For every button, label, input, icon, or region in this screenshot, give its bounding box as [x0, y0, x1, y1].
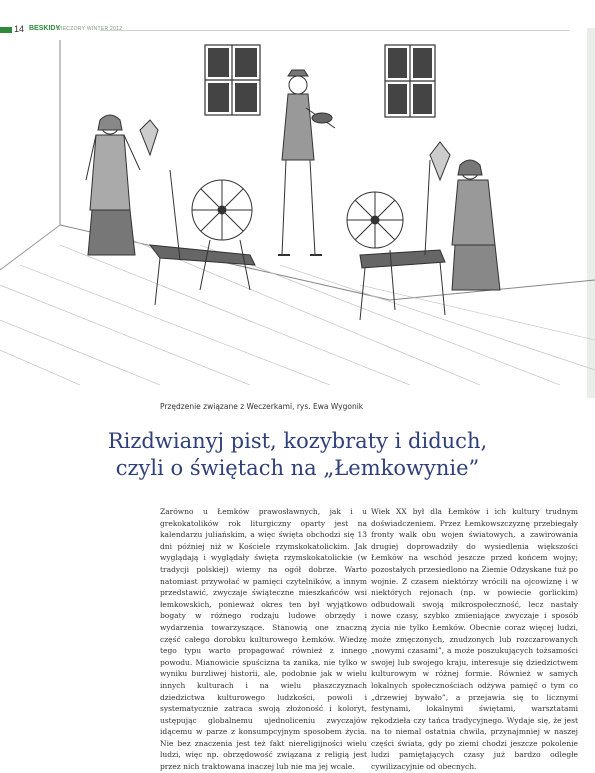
magazine-name: BESKIDY	[29, 25, 61, 32]
image-caption: Przędzenie związane z Weczerkami, rys. Ewa Wygonik	[160, 402, 364, 411]
page-number: 14	[14, 24, 25, 34]
article-column-right: Wiek XX był dla Łemków i ich kultury trudnym doświadczeniem. Przez Łemkowszczyznę przebiegały fronty walk obu wojen światowych, a zawirowania drugiej doprowadziły do wysiedlenia większości Łemków na wschód jeszcze przed końcem wojny; pozostałych przesiedlono na Ziemie Odzyskane tuż po wojnie. Z czasem niektórzy wrócili na ojcowiznę i w niektórych rejonach (np. w powiecie gorlickim) odbudowali swoją mikrospołeczność, lecz nastały nowe czasy, szybko zmieniające zwyczaje i sposób życia nie tylko Łemków. Obecnie coraz więcej ludzi, może zmęczonych, znudzonych lub rozczarowanych „nowymi czasami”, a może poszukujących tożsamości swojej lub swojego kraju, interesuje się dziedzictwem kulturowym w różnej formie. Również w samych lokalnych społecznościach odżywa pamięć o tym co „drzewiej bywało”, a przejawia się to licznymi festynami, lokalnymi świętami, warsztatami rękodzieła czy tańca tradycyjnego. Wydaje się, że jest na to niemal ostatnia chwila, przynajmniej w naszej części świata, gdy po ziemi chodzi jeszcze pokolenie ludzi pamiętających czasy już bardzo odległe cywilizacyjnie od obecnych.	[371, 507, 578, 772]
article-title-line-2: czyli o świętach na „Łemkowynie”	[115, 456, 480, 480]
issue-label: WIECZORY WINTER 2012	[56, 26, 123, 32]
article-title-line-1: Rizdwianyj pist, kozybraty i diduch,	[107, 429, 488, 453]
drawing-spinners-violinist-icon	[0, 30, 595, 385]
pencil-illustration	[0, 30, 595, 385]
article-column-left: Zarówno u Łemków prawosławnych, jak i u grekokatolików rok liturgiczny oparty jest na kalendarzu juliańskim, a więc święta obchodzi się 13 dni później niż w Kościele rzymskokatolickim. Jak wyglądają i wyglądały święta rzymskokatolickie (w tradycji polskiej) wiemy na ogół dobrze. Warto natomiast przywołać w pamięci czytelników, a innym przedstawić, zwyczaje świąteczne mieszkańców wsi łemkowskich, ponieważ okres ten był wyjątkowo bogaty w różnego rodzaju ludowe obrzędy i wydarzenia towarzyszące. Stanowią one znaczną część całego dorobku kulturowego Łemków. Wiedzę tego typu warto propagować również z innego powodu. Mianowicie spuścizna ta zanika, nie tylko w wyniku burzliwej historii, ale, podobnie jak w wielu innych kulturach i na wielu płaszczyznach dziedzictwa kulturowego ludzkości, powoli i systematycznie zatraca swoją złożoność i koloryt, ustępując globalnemu ujednoliceniu zwyczajów idącemu w parze z konsumpcyjnym sposobem życia. Nie bez znaczenia jest też fakt niereligijności wielu ludzi, więc np. obrzędowość związana z religią jest przez nich traktowana inaczej lub nie ma jej wcale.	[160, 507, 367, 772]
